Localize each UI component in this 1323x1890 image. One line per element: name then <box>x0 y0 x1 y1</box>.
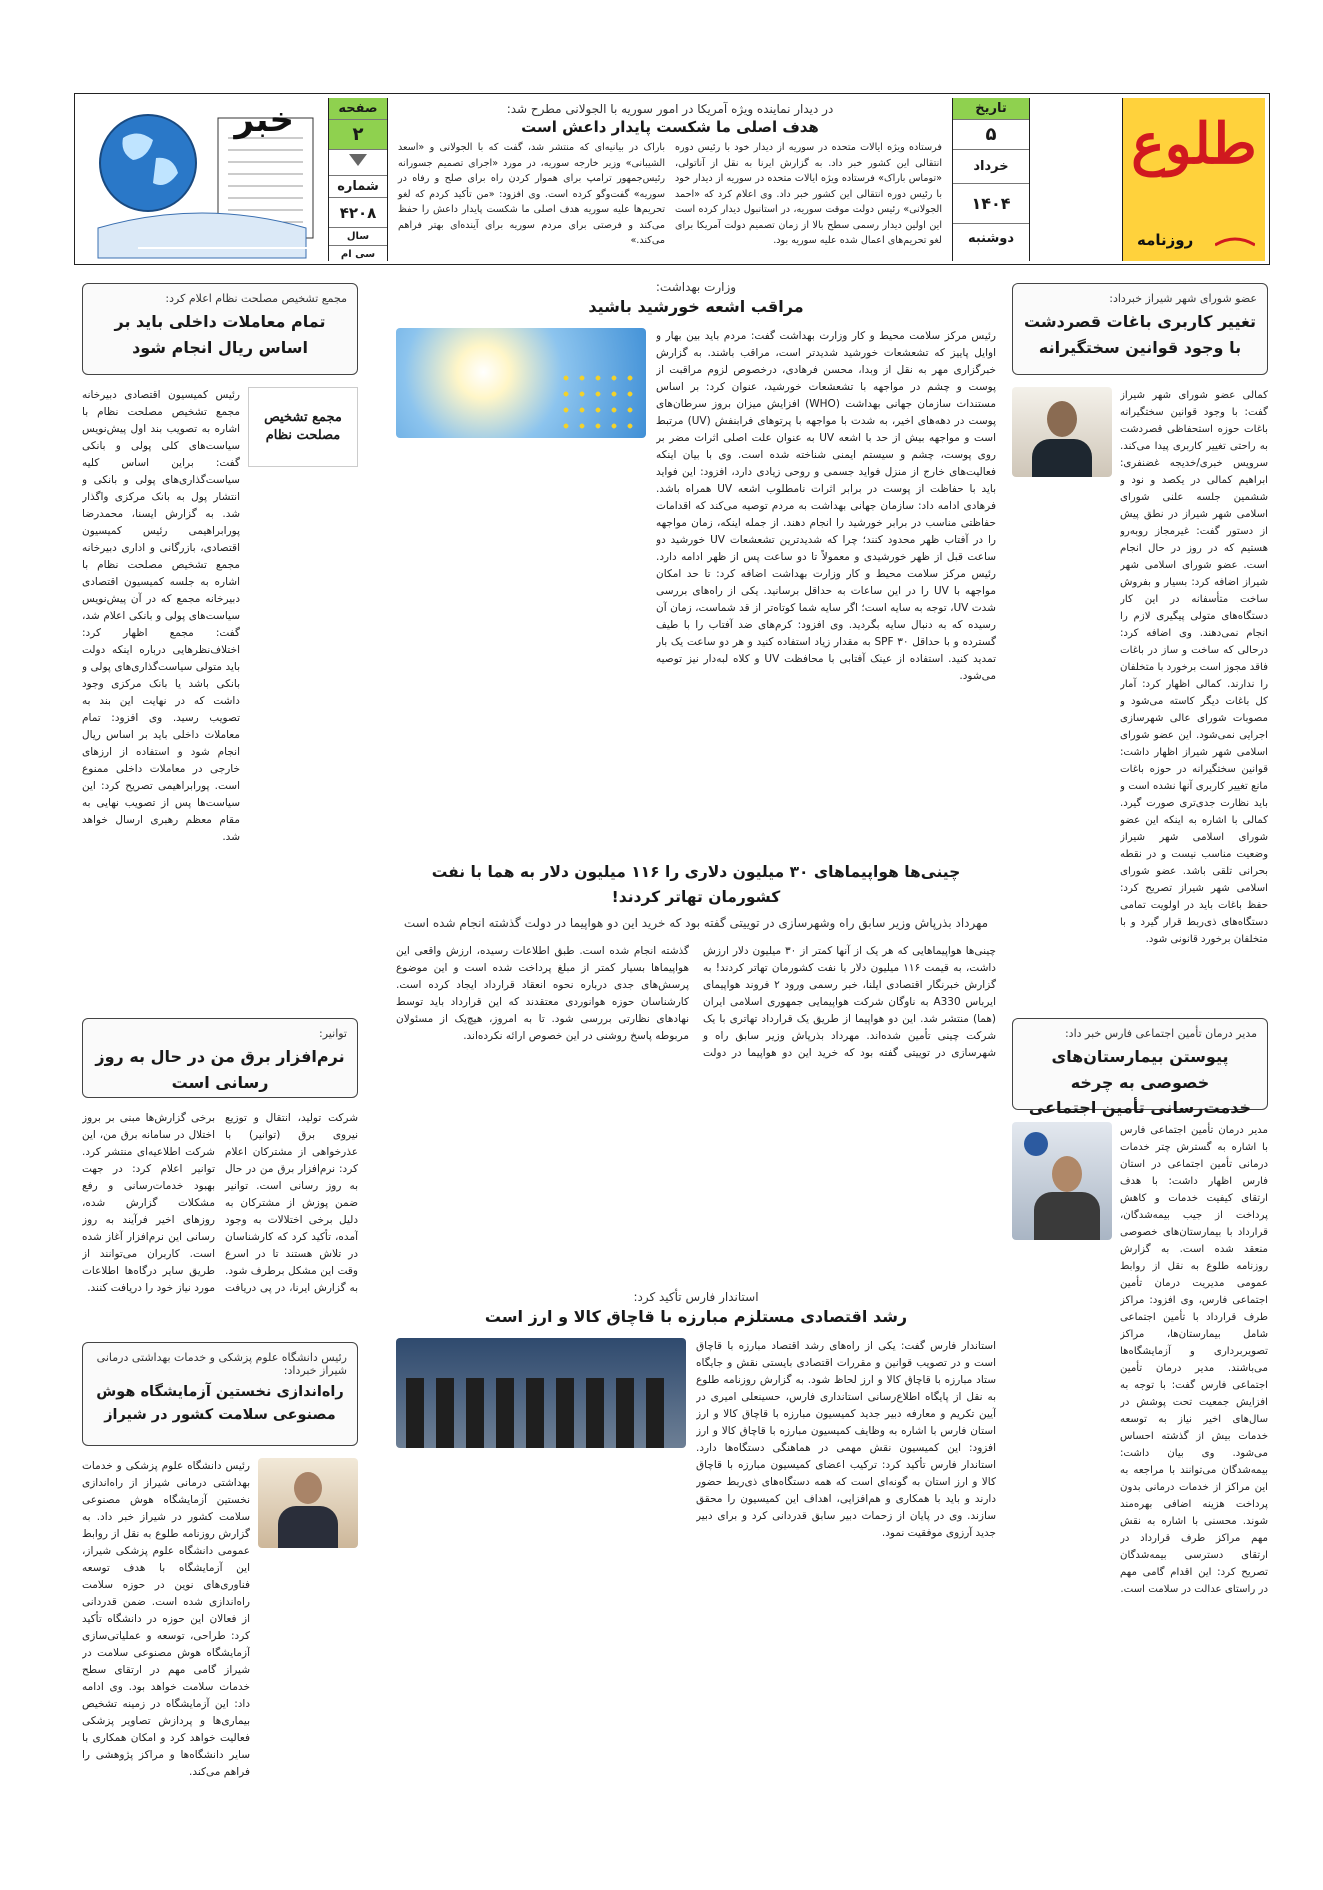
story-kicker: رئیس دانشگاه علوم پزشکی و خدمات بهداشتی درمانی شیراز خبرداد: <box>96 1351 347 1377</box>
story-title: راه‌اندازی نخستین آزمایشگاه هوش مصنوعی سلامت کشور در شیراز <box>96 1384 344 1424</box>
council-member-photo <box>1012 387 1112 477</box>
middle-story-sun <box>396 280 996 798</box>
date-box <box>952 98 1030 261</box>
section-banner <box>78 98 326 261</box>
left-column-story-3 <box>82 1342 358 1858</box>
page-number: ۲ <box>329 120 387 150</box>
story-kicker: استاندار فارس تأکید کرد: <box>633 1290 759 1304</box>
logo-swash-icon <box>1215 235 1255 249</box>
logo-subtitle: روزنامه <box>1137 231 1194 249</box>
university-president-photo <box>258 1458 358 1548</box>
sun-photo <box>396 328 646 438</box>
lead-title: هدف اصلی ما شکست پایدار داعش است <box>521 118 819 136</box>
date-year: ۱۴۰۴ <box>953 184 1029 224</box>
arrow-down-icon <box>349 154 367 166</box>
story-kicker: مدیر درمان تأمین اجتماعی فارس خبر داد: <box>1064 1027 1257 1040</box>
date-weekday: دوشنبه <box>967 231 1015 246</box>
left-column-story-1 <box>82 283 358 993</box>
middle-story-aircraft <box>396 860 996 1301</box>
year-label: سال <box>329 228 387 246</box>
lead-kicker: در دیدار نماینده ویژه آمریکا در امور سوریه با الجولانی مطرح شد: <box>506 102 834 116</box>
date-label: تاریخ <box>953 98 1029 120</box>
story-title: مراقب اشعه خورشید باشید <box>588 297 804 316</box>
lead-column-2: باراک در بیانیه‌ای که منتشر شد، گفت که با الجولانی و «اسعد الشیبانی» وزیر خارجه سوریه، در مورد «اجرای تصمیم جسورانه رئیس‌جمهور ترامپ برای هموار کردن راه برای صلح و رفاه در سوریه» گفت‌وگو کرده است. وی افزود: «من تأکید کردم که لغو تحریم‌ها علیه سوریه هدف اصلی ما شکست پایدار داعش را حفظ می‌کند و فرصتی برای مردم سوریه برای آینده‌ای بهتر فراهم می‌کند.» <box>398 142 665 246</box>
story-kicker: عضو شورای شهر شیراز خبرداد: <box>1109 292 1257 305</box>
story-body: شرکت تولید، انتقال و توزیع نیروی برق (توانیر) با عذرخواهی از مشترکان اعلام کرد: نرم‌افزار برق من در حال به روز رسانی است. توانیر ضمن پوزش از مشترکان به دلیل برخی اختلالات به وجود آمده، تأکید کرد که کارشناسان در تلاش هستند تا در اسرع وقت این مشکل برطرف شود. به گزارش ایرنا، در پی دریافت برخی گزارش‌ها مبنی بر بروز اختلال در سامانه برق من، این شرکت اطلاعیه‌ای منتشر کرد. توانیر اعلام کرد: در جهت بهبود خدمات‌رسانی و رفع مشکلات گزارش شده، روزهای اخیر فرآیند به روز رسانی این نرم‌افزار آغاز شده است. کاربران می‌توانند از طریق سایر درگاه‌ها اطلاعات مورد نیاز خود را دریافت کنند. <box>82 1112 358 1294</box>
story-title: چینی‌ها هواپیماهای ۳۰ میلیون دلاری را ۱۱۶ میلیون دلار به هما با نفت کشورمان تهاتر کردند! <box>431 863 961 906</box>
story-title: پیوستن بیمارستان‌های خصوصی به چرخه خدمت‌رسانی تأمین اجتماعی <box>1028 1047 1252 1118</box>
official-photo <box>1012 1122 1112 1240</box>
story-kicker: توانیر: <box>319 1027 347 1040</box>
story-body: استاندار فارس گفت: یکی از راه‌های رشد اقتصاد مبارزه با قاچاق است و در تصویب قوانین و مقررات اقتصادی بایستی نقش و جایگاه ستاد مبارزه با قاچاق کالا و ارز لحاظ شود. به گزارش روزنامه طلوع به نقل از پایگاه اطلاع‌رسانی استانداری فارس، حسینعلی امیری در آیین تکریم و معارفه دبیر جدید کمیسیون مبارزه با قاچاق کالا و ارز استان فارس با اشاره به وظایف کمیسیون مبارزه با قاچاق کالا و ارز افزود: این کمیسیون نقش مهمی در هماهنگی دستگاه‌ها دارد. استاندار فارس تأکید کرد: ترکیب اعضای کمیسیون مبارزه با قاچاق کالا و ارز استان به گونه‌ای است که همه دستگاه‌های ذی‌ربط حضور دارند و باید با همکاری و هم‌افزایی، اهداف این کمیسیون را محقق سازند. وی در پایان از زحمات دبیر سابق قدردانی کرد و برای دبیر جدید آرزوی موفقیت نمود. <box>696 1339 996 1539</box>
story-title: رشد اقتصادی مستلزم مبارزه با قاچاق کالا و ارز است <box>484 1307 908 1326</box>
date-day: ۵ <box>953 120 1029 150</box>
story-subtitle: مهرداد بذرپاش وزیر سابق راه وشهرسازی در توییتی گفته بود که خرید این دو هواپیما در دولت گذشته انجام شده است <box>403 915 989 930</box>
ceremony-photo <box>396 1338 686 1448</box>
story-kicker: وزارت بهداشت: <box>655 280 737 294</box>
lead-story <box>388 98 952 261</box>
newspaper-logo <box>1122 98 1265 261</box>
section-title: خبر <box>234 100 294 140</box>
left-column-story-2 <box>82 1018 358 1338</box>
story-body: چینی‌ها هواپیماهایی که هر یک از آنها کمتر از ۳۰ میلیون دلار ارزش داشت، به قیمت ۱۱۶ میلیون دلار با نفت کشورمان تهاتر کردند! به گزارش خبرنگار اقتصادی ایلنا، خبر رسمی ورود ۲ فروند هواپیمای ایرباس A330 به ناوگان شرکت هواپیمایی جمهوری اسلامی ایران (هما) منتشر شد. این دو هواپیما از طریق یک قرارداد تهاتری با یک شرکت چینی تأمین شده‌اند. مهرداد بذرپاش وزیر سابق راه و شهرسازی در توییتی گفته بود که خرید این دو هواپیما در دولت گذشته انجام شده است. طبق اطلاعات رسیده، ارزش واقعی این هواپیماها بسیار کمتر از مبلغ پرداخت شده است و این موضوع پرسش‌های جدی درباره نحوه انعقاد قرارداد ایجاد کرده است. کارشناسان حوزه هوانوردی معتقدند که این قرارداد باید توسط نهادهای نظارتی بررسی شود. تا به امروز، هیچ‌یک از مسئولان مربوطه پاسخ روشنی در این خصوص ارائه نکرده‌اند. <box>396 944 996 1059</box>
issue-number-label: شماره <box>329 176 387 198</box>
logo-text: طلوع <box>1131 111 1257 177</box>
story-body: رئیس مرکز سلامت محیط و کار وزارت بهداشت گفت: مردم باید بین بهار و اوایل پاییز که تشعشعات خورشید شدیدتر است، مراقب باشند. به گزارش خبرگزاری مهر به نقل از وبدا، محسن فرهادی، درخصوص لزوم مراقبت از پوست و چشم در مواجهه با تشعشعات خورشید، عنوان کرد: بر اساس مستندات سازمان جهانی بهداشت (WHO) افزایش میزان بروز سرطان‌های پوست در دهه‌های اخیر، به شدت با مواجهه با پرتوهای فرابنفش (UV) مرتبط است و مواجهه بیش از حد با اشعه UV به عنوان علت اصلی اثرات مضر بر روی پوست، چشم و سیستم ایمنی شناخته شده است. وی با بیان اینکه فعالیت‌های خارج از منزل فواید جسمی و روحی زیادی دارد، افزود: این فواید باید با حفاظت از پوست در برابر اثرات نامطلوب اشعه UV همراه باشد. فرهادی ادامه داد: سازمان جهانی بهداشت به مردم توصیه می‌کند که اقدامات حفاظتی مناسب در برابر خورشید را انجام دهند. از جمله اینکه، زمان مواجهه را در آفتاب ظهر محدود کنند؛ چرا که شدیدترین تشعشعات UV خورشید دو ساعت قبل از ظهر خورشیدی و معمولاً تا دو ساعت پس از ظهر ادامه دارد. رئیس مرکز سلامت محیط و کار وزارت بهداشت اضافه کرد: تا حد امکان مواجهه با UV را در این ساعات به حداقل برسانید. یکی از راه‌های بررسی شدت UV، توجه به سایه است؛ اگر سایه شما کوتاه‌تر از قد شماست، زمان آن رسیده که به دنبال سایه بگردید. وی افزود: کرم‌های ضد آفتاب را با طیف گسترده و با حداقل SPF ۳۰ به مقدار زیاد استفاده کنید و هر دو ساعت یک بار تمدید کنید. استفاده از عینک آفتابی با محافظت UV و کلاه لبه‌دار نیز توصیه می‌شود. <box>656 329 996 682</box>
year-value: سی ام <box>340 249 376 260</box>
issue-number: ۴۲۰۸ <box>329 198 387 228</box>
story-title: نرم‌افزار برق من در حال به روز رسانی است <box>95 1047 345 1092</box>
lead-column-1: فرستاده ویژه ایالات متحده در سوریه از دیدار خود با رئیس دوره انتقالی این کشور خبر داد. به گزارش ایرنا به نقل از آناتولی، «توماس باراک» فرستاده ویژه ایالات متحده در سوریه از دیدار خود با رئیس دوره انتقالی این کشور خبر داد. وی اعلام کرد که «احمد الجولانی» رئیس دولت موقت سوریه، در استانبول دیدار کرده است این اولین دیدار رسمی سطح بالا از زمان تصمیم دولت آمریکا برای لغو تحریم‌های اعمال شده علیه سوریه بود. <box>675 142 942 246</box>
story-kicker: مجمع تشخیص مصلحت نظام اعلام کرد: <box>165 292 347 305</box>
story-body: رئیس کمیسیون اقتصادی دبیرخانه مجمع تشخیص مصلحت نظام با اشاره به تصویب بند اول پیش‌نویس سیاست‌های کلی پولی و بانکی گفت: براین اساس کلیه سیاست‌گذاری‌های پولی و بانکی و انتشار پول به بانک مرکزی واگذار شد. به گزارش ایسنا، محمدرضا پورابراهیمی رئیس کمیسیون اقتصادی، بازرگانی و اداری دبیرخانه مجمع تشخیص مصلحت نظام با اشاره به جلسه کمیسیون اقتصادی دبیرخانه مجمع که در آن پیش‌نویس سیاست‌های پولی و بانکی اعلام شد، گفت: مجمع اظهار کرد: اختلاف‌نظرهایی درباره اینکه دولت باید متولی سیاست‌گذاری‌های پولی و بانکی باشد یا بانک مرکزی وجود داشت که در نهایت این بند به تصویب رسید. وی افزود: تمام معاملات داخلی باید بر اساس ریال انجام شود و استفاده از ارزهای خارجی در معاملات داخلی ممنوع است. پورابراهیمی تصریح کرد: این سیاست‌ها پس از تصویب نهایی به مقام معظم رهبری ارسال خواهد شد. <box>82 389 240 843</box>
expediency-council-logo: مجمع تشخیص مصلحت نظام <box>248 387 358 467</box>
story-body: کمالی عضو شورای شهر شیراز گفت: با وجود قوانین سختگیرانه باغات حوزه استحفاظی قصردشت به راحتی تغییر کاربری پیدا می‌کند. سرویس خبری/خدیجه غضنفری: ابراهیم کمالی در یکصد و نود و ششمین جلسه علنی شورای اسلامی شهر شیراز در نطق پیش از دستور گفت: غیرمجاز روبه‌رو هستیم که در روز در حال انجام است. عضو شورای اسلامی شهر شیراز اضافه کرد: بسیار و بفروش ساخت متأسفانه در این کار دستگاه‌های متولی پیگیری لازم را انجام نمی‌دهند. وی اضافه کرد: درحالی که ساخت و ساز در باغات فاقد مجوز است برخورد با متخلفان را ندارند. کمالی اظهار کرد: آمار کل باغات دیگر کاسته می‌شود و مصوبات شورای عالی شهرسازی اجرایی نمی‌شود. این عضو شورای اسلامی شهر شیراز اظهار داشت: قوانین سختگیرانه در حوزه باغات مانع تغییر کاربری آنها نشده است و باید نظارت جدی‌تری صورت گیرد. کمالی با اشاره به اینکه این عضو شورای اسلامی شهر شیراز وضعیت مناسب نیست و در نقطه بحرانی تلقی باشد. عضو شورای اسلامی شهر شیراز تصریح کرد: حفظ باغات باید در اولویت تمامی دستگاه‌های ذی‌ربط قرار گیرد و با متخلفان برخورد قانونی شود. <box>1120 390 1268 945</box>
story-body: رئیس دانشگاه علوم پزشکی و خدمات بهداشتی درمانی شیراز از راه‌اندازی نخستین آزمایشگاه هوش مصنوعی سلامت کشور در شیراز خبر داد. به گزارش روزنامه طلوع به نقل از روابط عمومی دانشگاه علوم پزشکی شیراز، این آزمایشگاه با هدف توسعه فناوری‌های نوین در حوزه سلامت راه‌اندازی شده است. ضمن قدردانی از فعالان این حوزه در دانشگاه تأکید کرد: طراحی، توسعه و عملیاتی‌سازی آزمایشگاه هوش مصنوعی سلامت در شیراز گامی مهم در ارتقای سطح خدمات سلامت خواهد بود. وی ادامه داد: این آزمایشگاه در زمینه تشخیص بیماری‌ها و پردازش تصاویر پزشکی فعالیت خواهد کرد و امکان همکاری با سایر دانشگاه‌ها و مراکز پژوهشی را فراهم می‌کند. <box>82 1460 250 1778</box>
date-month: خرداد <box>953 150 1029 184</box>
middle-story-smuggling <box>396 1290 996 1808</box>
story-body: مدیر درمان تأمین اجتماعی فارس با اشاره به گسترش چتر خدمات درمانی تأمین اجتماعی در استان فارس اظهار داشت: با هدف ارتقای کیفیت خدمات و کاهش پرداخت از جیب بیمه‌شدگان، قرارداد با بیمارستان‌های خصوصی منعقد شده است. به گزارش روزنامه طلوع به نقل از روابط عمومی مدیریت درمان تأمین اجتماعی فارس، وی افزود: مراکز طرف قرارداد با تأمین اجتماعی شامل بیمارستان‌ها، مراکز تصویربرداری و آزمایشگاه‌ها می‌باشند. مدیر درمان تأمین اجتماعی فارس گفت: با توجه به افزایش جمعیت تحت پوشش در سال‌های اخیر نیاز به توسعه خدمات بیش از گذشته احساس می‌شود. وی بیان داشت: بیمه‌شدگان می‌توانند با مراجعه به این مراکز از خدمات درمانی بدون پرداخت هزینه اضافی بهره‌مند شوند. محسنی با اشاره به نقش مهم مراکز طرف قرارداد در ارتقای دسترسی بیمه‌شدگان تصریح کرد: این اقدام گامی مهم در راستای عدالت در سلامت است. <box>1120 1125 1268 1595</box>
page-label: صفحه <box>329 98 387 120</box>
right-column-story-2 <box>1012 1018 1268 1858</box>
story-title: تمام معاملات داخلی باید بر اساس ریال انجام شود <box>114 312 326 357</box>
story-title: تغییر کاربری باغات قصردشت با وجود قوانین سختگیرانه <box>1023 312 1257 357</box>
right-column-story-1 <box>1012 283 1268 993</box>
page-number-box <box>328 98 388 261</box>
